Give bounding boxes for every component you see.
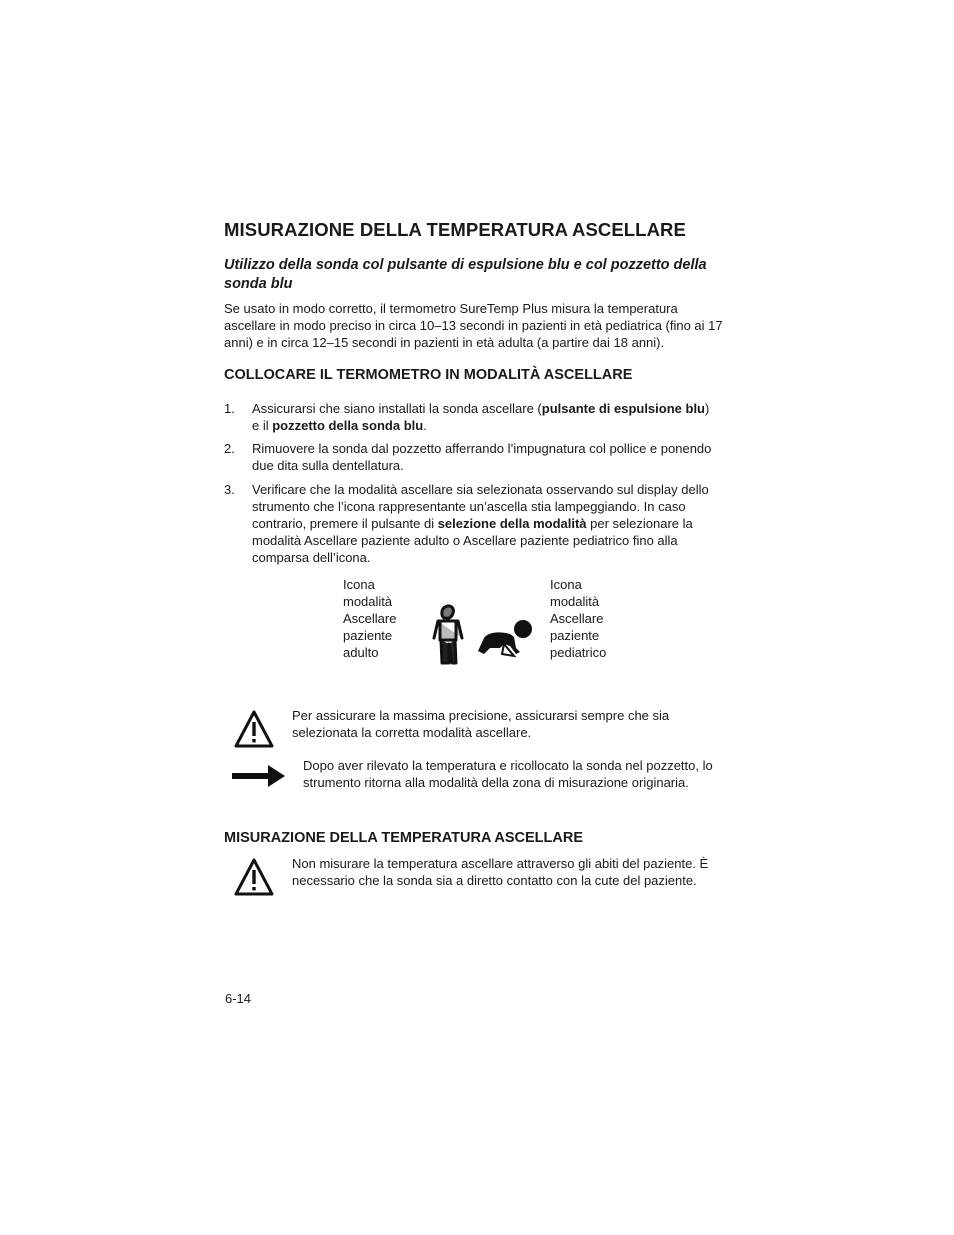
pediatric-axillary-icon [474,618,534,660]
warning-triangle-icon [234,858,274,896]
step-text: Rimuovere la sonda dal pozzetto afferrando l’impugnatura col pollice e ponendo due dita sulla dentellatura. [252,441,712,473]
step-text: Verificare che la modalità ascellare sia selezionata osservando sul display dello strumento che l’icona rappresentante un’ascella stia lampeggiando. In caso contrario, premere il pulsante di selezione della modalità per selezionare la modalità Ascellare paziente adulto o Ascellare paziente pediatrico fino alla comparsa dell’icona. [252,482,709,565]
adult-axillary-icon [430,604,466,666]
section-title-mode: COLLOCARE IL TERMOMETRO IN MODALITÀ ASCELLARE [224,367,633,383]
page-number: 6-14 [225,991,252,1006]
warning-triangle-icon [234,710,274,748]
note-text: Dopo aver rilevato la temperatura e ricollocato la sonda nel pozzetto, lo strumento ritorna alla modalità della zona di misurazione originaria. [303,758,713,790]
step-text: Assicurarsi che siano installati la sonda ascellare (pulsante di espulsione blu) e il pozzetto della sonda blu. [252,401,710,433]
page-title: MISURAZIONE DELLA TEMPERATURA ASCELLARE [224,219,686,240]
intro-paragraph: Se usato in modo corretto, il termometro SureTemp Plus misura la temperatura ascellare in modo preciso in circa 10–13 secondi in pazienti in età pediatrica (fino ai 17 anni) e in circa 12–15 secondi in pazienti in età adulta (a partire dai 18 anni). [224,301,723,350]
warning-text: Non misurare la temperatura ascellare attraverso gli abiti del paziente. È necessario che la sonda sia a diretto contatto con la cute del paziente. [292,856,709,888]
subheading: Utilizzo della sonda col pulsante di espulsione blu e col pozzetto della sonda blu [224,257,707,292]
pediatric-icon-caption: Icona modalità Ascellare paziente pediatrico [550,577,607,660]
step-number: 1. [224,401,235,416]
section-title-measure: MISURAZIONE DELLA TEMPERATURA ASCELLARE [224,830,584,846]
adult-icon-caption: Icona modalità Ascellare paziente adulto [343,577,397,660]
warning-text: Per assicurare la massima precisione, assicurarsi sempre che sia selezionata la corretta modalità ascellare. [292,708,670,740]
step-number: 3. [224,482,235,497]
step-number: 2. [224,441,235,456]
arrow-right-icon [232,764,286,788]
